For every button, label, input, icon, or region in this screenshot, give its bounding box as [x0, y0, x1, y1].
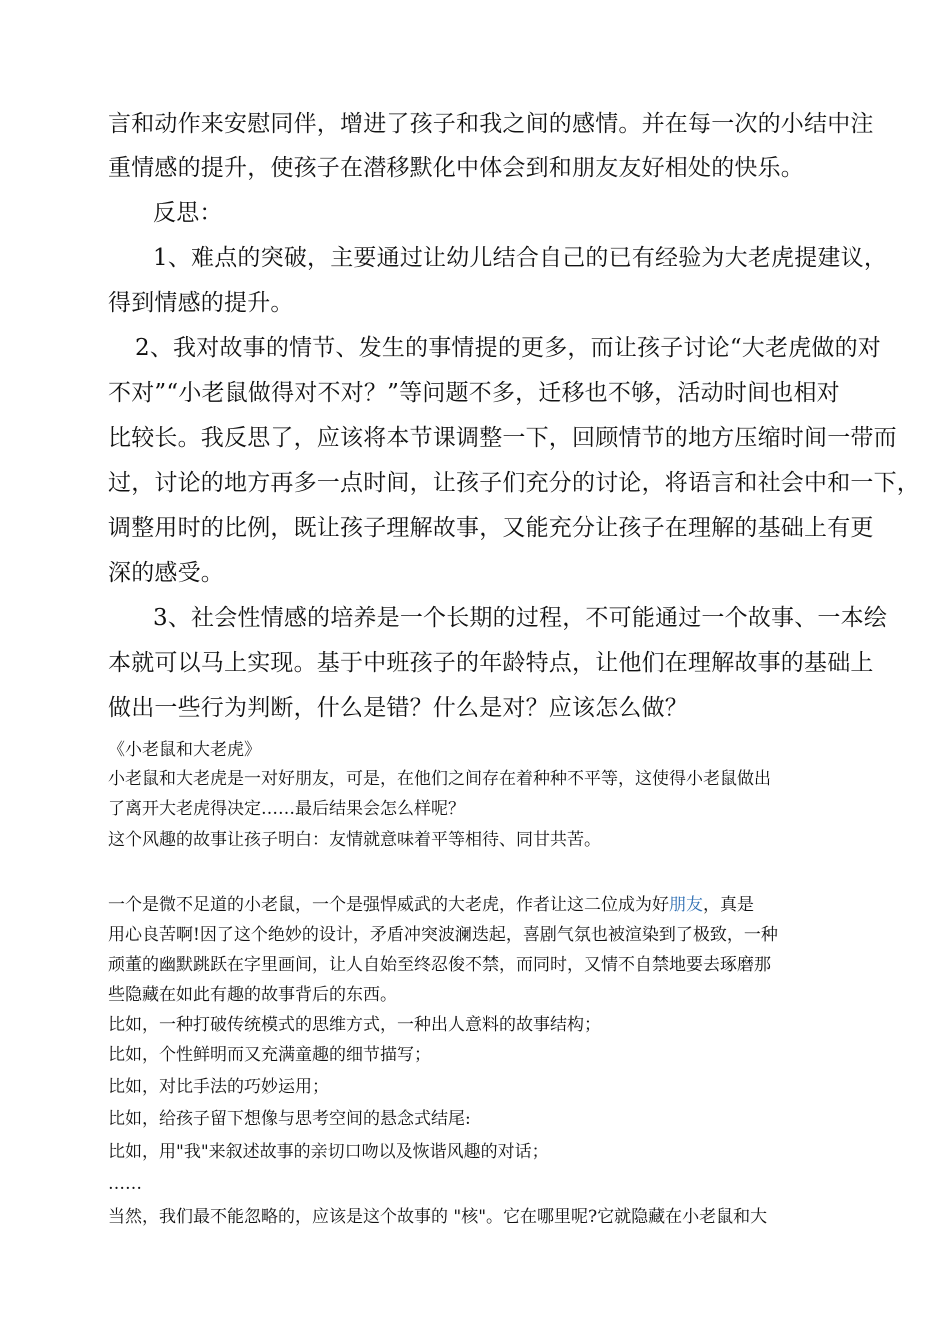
paragraph-line — [108, 891, 858, 920]
paragraph-line: 3、社会性情感的培养是一个长期的过程，不可能通过一个故事、一本绘 — [153, 605, 888, 631]
text-after-link: ，真是 — [703, 895, 754, 915]
paragraph-line: 过，讨论的地方再多一点时间，让孩子们充分的讨论，将语言和社会中和一下， — [108, 470, 920, 496]
paragraph-line: 重情感的提升，使孩子在潜移默化中体会到和朋友友好相处的快乐。 — [108, 155, 804, 181]
list-item: 比如，给孩子留下想像与思考空间的悬念式结尾: — [108, 1109, 471, 1129]
text-before-link: 一个是微不足道的小老鼠，一个是强悍威武的大老虎，作者让这二位成为好 — [108, 895, 669, 915]
paragraph-line: 1、难点的突破，主要通过让幼儿结合自己的已有经验为大老虎提建议， — [153, 245, 888, 271]
paragraph-line: 比较长。我反思了，应该将本节课调整一下，回顾情节的地方压缩时间一带而 — [108, 425, 897, 451]
paragraph-line: 这个风趣的故事让孩子明白：友情就意味着平等相待、同甘共苦。 — [108, 830, 601, 850]
paragraph-line: 些隐藏在如此有趣的故事背后的东西。 — [108, 985, 397, 1005]
friend-link[interactable]: 朋友 — [669, 895, 703, 915]
paragraph-line: 顽董的幽默跳跃在字里画间，让人自始至终忍俊不禁，而同时，又情不自禁地要去琢磨那 — [108, 955, 771, 975]
book-title: 《小老鼠和大老虎》 — [108, 740, 261, 760]
list-item: 比如，对比手法的巧妙运用； — [108, 1077, 329, 1097]
paragraph-line: 深的感受。 — [108, 560, 224, 586]
paragraph-line: 用心良苦啊!因了这个绝妙的设计，矛盾冲突波澜迭起，喜剧气氛也被渲染到了极致，一种 — [108, 925, 778, 945]
paragraph-line: 了离开大老虎得决定……最后结果会怎么样呢？ — [108, 799, 465, 819]
paragraph-line: 调整用时的比例，既让孩子理解故事，又能充分让孩子在理解的基础上有更 — [108, 515, 874, 541]
paragraph-line: 2、我对故事的情节、发生的事情提的更多，而让孩子讨论“大老虎做的对 — [135, 335, 881, 361]
paragraph-line: 小老鼠和大老虎是一对好朋友，可是，在他们之间存在着种种不平等，这使得小老鼠做出 — [108, 769, 771, 789]
list-item: 比如，一种打破传统模式的思维方式，一种出人意料的故事结构； — [108, 1015, 601, 1035]
list-item: 比如，个性鲜明而又充满童趣的细节描写； — [108, 1045, 431, 1065]
section-heading-reflection: 反思： — [153, 200, 223, 226]
list-item: 比如，用"我"来叙述故事的亲切口吻以及恢谐风趣的对话； — [108, 1142, 549, 1162]
paragraph-line: 当然，我们最不能忽略的，应该是这个故事的 "核"。它在哪里呢?它就隐藏在小老鼠和大 — [108, 1207, 768, 1227]
paragraph-line: 本就可以马上实现。基于中班孩子的年龄特点，让他们在理解故事的基础上 — [108, 650, 874, 676]
paragraph-line: 不对”“小老鼠做得对不对？”等问题不多，迁移也不够，活动时间也相对 — [108, 380, 840, 406]
paragraph-line: 做出一些行为判断，什么是错？什么是对？应该怎么做？ — [108, 695, 688, 721]
paragraph-line: 言和动作来安慰同伴，增进了孩子和我之间的感情。并在每一次的小结中注 — [108, 111, 874, 137]
list-item: …… — [108, 1174, 142, 1194]
paragraph-line: 得到情感的提升。 — [108, 290, 294, 316]
